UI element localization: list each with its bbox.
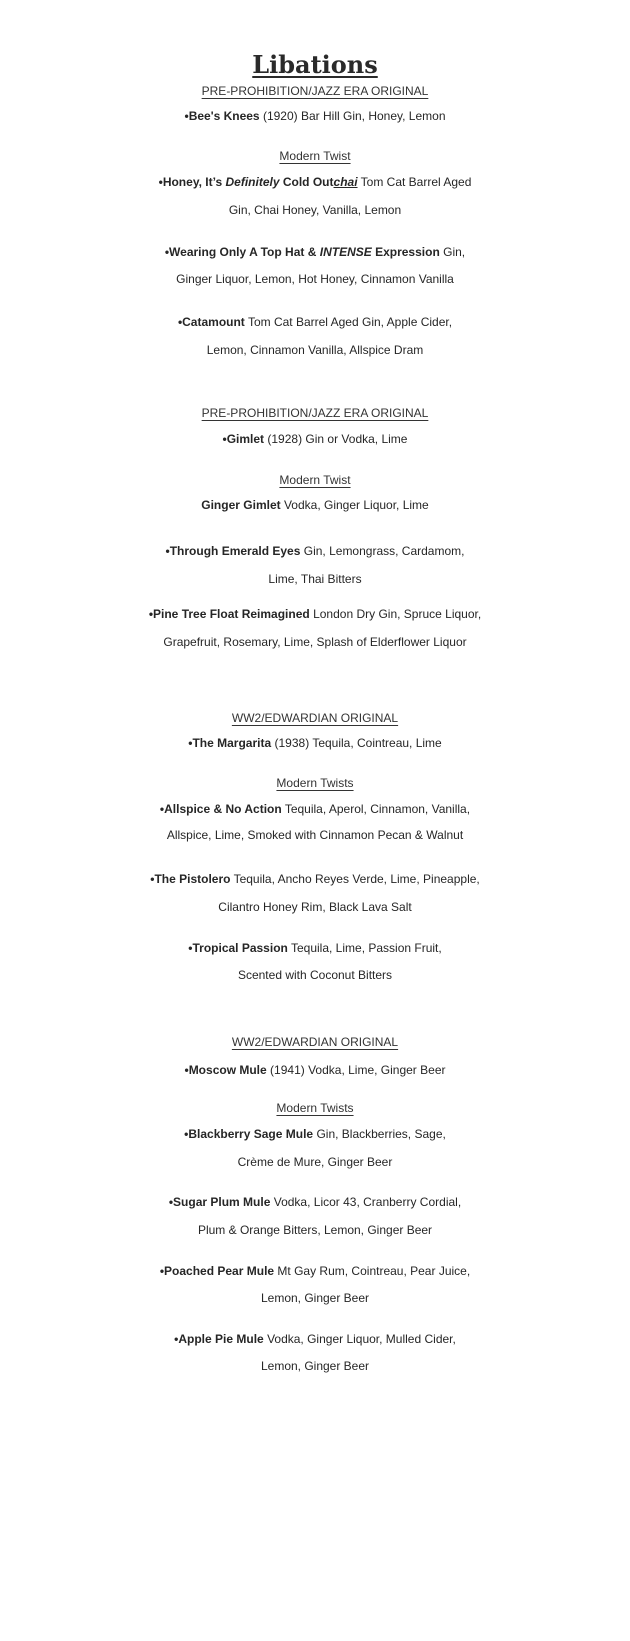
cocktail-name: Blackberry Sage Mule [188, 1127, 314, 1141]
cocktail-ingredients: Bar Hill Gin, Honey, Lemon [300, 109, 446, 123]
section-2-twist-2-line-1 [0, 538, 630, 564]
cocktail-name-part: Wearing Only A Top Hat & [169, 245, 320, 259]
section-1-twist-3-line-2: Lemon, Cinnamon Vanilla, Allspice Dram [206, 343, 424, 357]
bullet: • [174, 1332, 179, 1346]
cocktail-name-part: chai [333, 175, 358, 189]
bullet: • [184, 1063, 189, 1077]
cocktail-ingredients: Gin, Lemongrass, Cardamom, [303, 544, 465, 558]
section-3-twist-2-line-1 [0, 866, 630, 892]
cocktail-name-part: Expression [371, 245, 440, 259]
cocktail-ingredients: Vodka, Lime, Ginger Beer [308, 1063, 446, 1077]
cocktail-name-part: INTENSE [319, 245, 372, 259]
cocktail-name: Moscow Mule [188, 1063, 267, 1077]
cocktail-name: Ginger Gimlet [201, 498, 281, 512]
section-4-original-heading: WW2/EDWARDIAN ORIGINAL [231, 1035, 399, 1049]
section-2-twist-heading: Modern Twist [279, 473, 351, 487]
section-1-twist-1-line-2: Gin, Chai Honey, Vanilla, Lemon [228, 203, 402, 217]
bullet: • [222, 432, 227, 446]
cocktail-ingredients: Tom Cat Barrel Aged Gin, Apple Cider, [247, 315, 453, 329]
bullet: • [158, 175, 163, 189]
bullet: • [150, 872, 155, 886]
section-4-twist-3-line-1 [0, 1258, 630, 1284]
section-4-twist-2-line-2: Plum & Orange Bitters, Lemon, Ginger Beer [197, 1223, 433, 1237]
cocktail-ingredients: Tequila, Aperol, Cinnamon, Vanilla, [284, 802, 471, 816]
section-3-twist-heading: Modern Twists [276, 776, 354, 790]
cocktail-name: Sugar Plum Mule [173, 1195, 271, 1209]
bullet: • [148, 607, 154, 621]
cocktail-name-part: Cold Out [279, 175, 334, 189]
section-2-original-heading: PRE-PROHIBITION/JAZZ ERA ORIGINAL [201, 406, 429, 420]
section-4-twist-heading: Modern Twists [276, 1101, 354, 1115]
cocktail-ingredients: Tequila, Ancho Reyes Verde, Lime, Pineapple, [233, 872, 480, 886]
bullet: • [184, 1127, 189, 1141]
cocktail-ingredients: Gin or Vodka, Lime [305, 432, 408, 446]
bullet: • [184, 109, 189, 123]
bullet: • [159, 1264, 165, 1278]
cocktail-ingredients: Tequila, Cointreau, Lime [312, 736, 442, 750]
cocktail-name: Apple Pie Mule [178, 1332, 264, 1346]
section-1-twist-3-line-1 [0, 309, 630, 335]
cocktail-ingredients: Vodka, Ginger Liquor, Mulled Cider, [267, 1332, 456, 1346]
bullet: • [159, 802, 165, 816]
bullet: • [188, 736, 193, 750]
section-4-original-cocktail [0, 1057, 630, 1083]
bullet: • [168, 1195, 174, 1209]
cocktail-ingredients: Vodka, Licor 43, Cranberry Cordial, [273, 1195, 462, 1209]
cocktail-name: The Pistolero [154, 872, 231, 886]
cocktail-ingredients: Mt Gay Rum, Cointreau, Pear Juice, [277, 1264, 471, 1278]
section-4-twist-2-line-1 [0, 1189, 630, 1215]
cocktail-name: Allspice & No Action [164, 802, 282, 816]
bullet: • [165, 544, 170, 558]
cocktail-name: Gimlet [226, 432, 265, 446]
section-3-twist-2-line-2: Cilantro Honey Rim, Black Lava Salt [218, 900, 412, 914]
bullet: • [164, 245, 170, 259]
cocktail-name-part: Honey, It’s [162, 175, 226, 189]
section-2-original-cocktail [0, 426, 630, 452]
section-3-original-cocktail [0, 730, 630, 756]
section-3-twist-3-line-1 [0, 935, 630, 961]
cocktail-name: Catamount [182, 315, 245, 329]
section-2-twist-2-line-2: Lime, Thai Bitters [268, 572, 362, 586]
section-3-twist-1-line-1 [0, 796, 630, 822]
section-2-twist-3-line-2: Grapefruit, Rosemary, Lime, Splash of Elderflower Liquor [163, 635, 467, 649]
section-1-twist-2-line-1 [0, 239, 630, 265]
section-4-twist-3-line-2: Lemon, Ginger Beer [260, 1291, 370, 1305]
section-3-original-heading: WW2/EDWARDIAN ORIGINAL [231, 711, 399, 725]
section-1-original-cocktail [0, 103, 630, 129]
section-4-twist-4-line-1 [0, 1326, 630, 1352]
section-4-twist-4-line-2: Lemon, Ginger Beer [260, 1359, 370, 1373]
section-2-twist-1-line-1 [0, 492, 630, 518]
cocktail-year: (1928) [267, 432, 303, 446]
cocktail-ingredients: Tequila, Lime, Passion Fruit, [290, 941, 442, 955]
bullet: • [177, 315, 183, 329]
section-4-twist-1-line-1 [0, 1121, 630, 1147]
section-1-twist-heading: Modern Twist [279, 149, 351, 163]
cocktail-name: Through Emerald Eyes [169, 544, 301, 558]
page-title: Libations [252, 50, 378, 79]
cocktail-name: The Margarita [192, 736, 272, 750]
cocktail-name-part: Definitely [225, 175, 280, 189]
section-1-twist-1-line-1 [0, 169, 630, 195]
cocktail-name: Poached Pear Mule [164, 1264, 275, 1278]
section-2-twist-3-line-1 [0, 601, 630, 627]
cocktail-ingredients: Gin, Blackberries, Sage, [316, 1127, 446, 1141]
section-4-twist-1-line-2: Crème de Mure, Ginger Beer [237, 1155, 393, 1169]
cocktail-year: (1938) [274, 736, 310, 750]
cocktail-ingredients: Vodka, Ginger Liquor, Lime [283, 498, 429, 512]
cocktail-year: (1920) [262, 109, 298, 123]
cocktail-name: Pine Tree Float Reimagined [153, 607, 310, 621]
section-3-twist-1-line-2: Allspice, Lime, Smoked with Cinnamon Pecan & Walnut [166, 828, 464, 842]
section-1-twist-2-line-2: Ginger Liquor, Lemon, Hot Honey, Cinnamon Vanilla [176, 272, 454, 286]
section-1-original-heading: PRE-PROHIBITION/JAZZ ERA ORIGINAL [201, 84, 429, 98]
cocktail-name: Tropical Passion [192, 941, 288, 955]
cocktail-year: (1941) [270, 1063, 305, 1077]
cocktail-name: Bee's Knees [188, 109, 260, 123]
section-3-twist-3-line-2: Scented with Coconut Bitters [237, 968, 393, 982]
bullet: • [188, 941, 193, 955]
cocktail-ingredients: Gin, [443, 245, 466, 259]
cocktail-ingredients: Tom Cat Barrel Aged [360, 175, 472, 189]
cocktail-ingredients: London Dry Gin, Spruce Liquor, [313, 607, 482, 621]
